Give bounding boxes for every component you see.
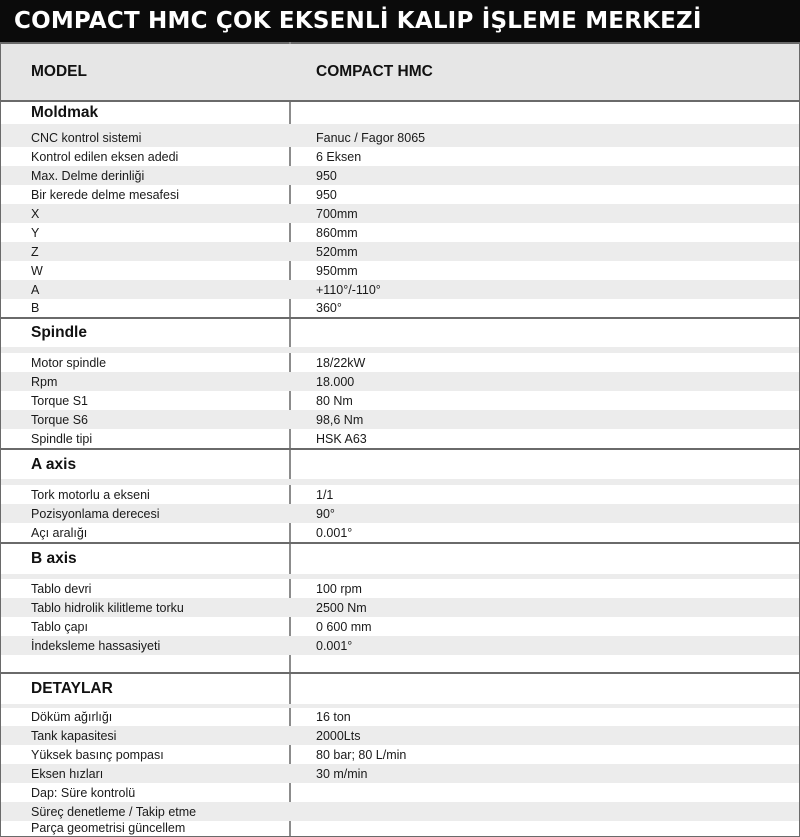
row-label: Spindle tipi	[31, 431, 93, 446]
row-value: 0 600 mm	[316, 619, 372, 634]
page-title: COMPACT HMC ÇOK EKSENLİ KALIP İŞLEME MERKEZİ	[0, 0, 800, 42]
row-value	[316, 821, 786, 835]
table-row	[1, 353, 799, 372]
row-label: İndeksleme hassasiyeti	[31, 638, 161, 653]
table-row	[1, 128, 799, 147]
row-value: 0.001°	[316, 638, 353, 653]
row-label: Y	[31, 225, 40, 240]
section-title: Moldmak	[31, 104, 99, 121]
table-row	[1, 764, 799, 783]
row-label: Eksen hızları	[31, 766, 104, 781]
row-value: 2000Lts	[316, 728, 361, 743]
table-row	[1, 147, 799, 166]
row-label: Tablo hidrolik kilitleme torku	[31, 600, 184, 615]
row-value: Fanuc / Fagor 8065	[316, 130, 426, 145]
row-value: 950	[316, 168, 337, 183]
table-row	[1, 655, 799, 672]
row-label: Torque S6	[31, 412, 88, 427]
row-label: Motor spindle	[31, 355, 107, 370]
row-value: +110°/-110°	[316, 282, 381, 297]
table-row	[1, 726, 799, 745]
row-value: 950mm	[316, 263, 358, 278]
row-label: Max. Delme derinliği	[31, 168, 145, 183]
table-row	[1, 579, 799, 598]
table-row	[1, 204, 799, 223]
table-row	[1, 783, 799, 802]
section-header-b-axis	[1, 542, 799, 574]
table-row	[1, 429, 799, 448]
section-header-detaylar	[1, 672, 799, 704]
section-title: A axis	[31, 455, 77, 473]
spec-table	[0, 42, 800, 837]
table-row	[1, 261, 799, 280]
table-row	[1, 504, 799, 523]
row-value: 860mm	[316, 225, 358, 240]
table-row	[1, 802, 799, 821]
row-value	[316, 783, 786, 802]
row-value: HSK A63	[316, 431, 367, 446]
table-row	[1, 598, 799, 617]
model-label: MODEL	[31, 63, 87, 80]
table-row	[1, 523, 799, 542]
row-value	[316, 655, 786, 672]
section-title: DETAYLAR	[31, 680, 113, 697]
table-row	[1, 242, 799, 261]
row-label: Z	[31, 244, 39, 259]
table-row	[1, 745, 799, 764]
table-row	[1, 410, 799, 429]
table-row	[1, 280, 799, 299]
row-label: Torque S1	[31, 393, 88, 408]
row-label: Tablo devri	[31, 581, 92, 596]
row-label: Açı aralığı	[31, 525, 88, 540]
table-row	[1, 185, 799, 204]
row-value: 950	[316, 187, 337, 202]
row-value: 80 Nm	[316, 393, 353, 408]
row-value: 0.001°	[316, 525, 353, 540]
row-label: Kontrol edilen eksen adedi	[31, 149, 179, 164]
row-value: 90°	[316, 506, 335, 521]
row-label: Pozisyonlama derecesi	[31, 506, 160, 521]
table-row	[1, 821, 799, 835]
row-label: Tank kapasitesi	[31, 728, 117, 743]
table-row	[1, 617, 799, 636]
row-label: W	[31, 263, 43, 278]
row-label	[31, 655, 286, 672]
row-value: 2500 Nm	[316, 600, 367, 615]
row-value: 16 ton	[316, 710, 351, 724]
row-label: Dap: Süre kontrolü	[31, 785, 136, 800]
row-value: 80 bar; 80 L/min	[316, 747, 407, 762]
row-label: Rpm	[31, 374, 58, 389]
row-label: B	[31, 301, 40, 315]
row-label: Yüksek basınç pompası	[31, 747, 164, 762]
model-value: COMPACT HMC	[316, 63, 433, 80]
model-header-row	[1, 44, 799, 102]
section-title: B axis	[31, 550, 77, 567]
table-row	[1, 223, 799, 242]
section-header-spindle	[1, 317, 799, 347]
table-row	[1, 485, 799, 504]
row-label: Bir kerede delme mesafesi	[31, 187, 179, 202]
row-value: 700mm	[316, 206, 358, 221]
row-label: X	[31, 206, 40, 221]
section-title: Spindle	[31, 324, 87, 341]
row-value: 100 rpm	[316, 581, 362, 596]
row-label: Tablo çapı	[31, 619, 88, 634]
table-row	[1, 636, 799, 655]
table-row	[1, 166, 799, 185]
row-value: 18/22kW	[316, 355, 366, 370]
section-header-moldmak	[1, 100, 799, 124]
row-value: 6 Eksen	[316, 149, 362, 164]
row-label: Tork motorlu a ekseni	[31, 487, 150, 502]
row-label: CNC kontrol sistemi	[31, 130, 142, 145]
table-row	[1, 391, 799, 410]
row-label: A	[31, 282, 40, 297]
table-row	[1, 708, 799, 726]
row-value: 30 m/min	[316, 766, 368, 781]
table-row	[1, 372, 799, 391]
row-value: 98,6 Nm	[316, 412, 364, 427]
row-label: Süreç denetleme / Takip etme	[31, 804, 197, 819]
row-value: 1/1	[316, 487, 334, 502]
row-value	[316, 802, 786, 821]
section-header-a-axis	[1, 448, 799, 479]
table-row	[1, 299, 799, 317]
row-value: 360°	[316, 301, 342, 315]
row-label: Parça geometrisi güncellem	[31, 821, 186, 835]
row-value: 18.000	[316, 374, 355, 389]
row-label: Döküm ağırlığı	[31, 710, 113, 724]
row-value: 520mm	[316, 244, 358, 259]
